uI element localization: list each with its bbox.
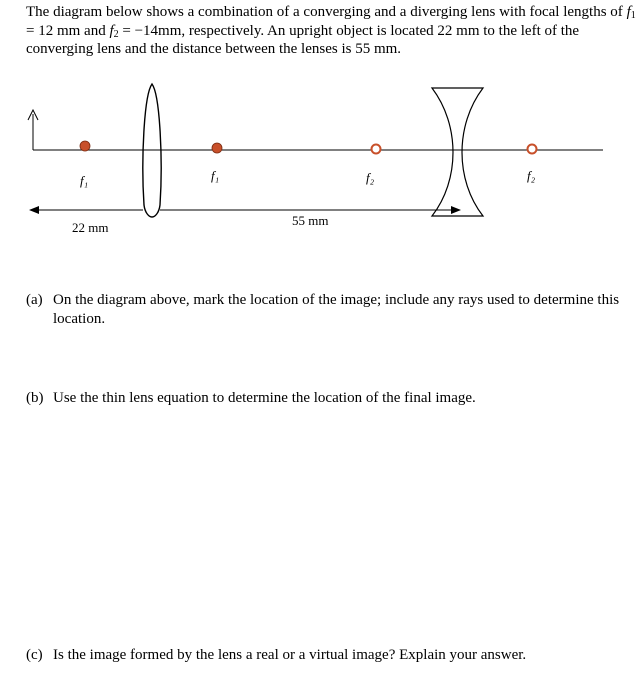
question-b-text: Use the thin lens equation to determine the location of the final image.: [53, 390, 476, 406]
f2-right-label: f₂: [527, 168, 536, 183]
lens-separation-label: 55 mm: [292, 213, 329, 228]
f2-left-label: f₂: [366, 170, 375, 185]
question-a-label: (a): [26, 292, 43, 308]
question-a-text: On the diagram above, mark the location of the image; include any rays used to determine this location.: [53, 292, 620, 327]
question-c-label: (c): [26, 647, 43, 663]
f1-left-focal-point: [80, 141, 90, 151]
f1-right-focal-point: [212, 143, 222, 153]
f2-left-focal-point: [372, 145, 381, 154]
problem-statement: The diagram below shows a combination of a converging and a diverging lens with focal lengths of $f_1 = 12$ mm and $f_2 = -14mm$, respectively. An upright object is located 22 mm to the left of the converging lens and the distance between the lenses is 55 mm.: [26, 4, 636, 57]
f1-left-label: f₁: [80, 173, 89, 188]
question-c-text: Is the image formed by the lens a real or a virtual image? Explain your answer.: [53, 647, 527, 663]
f1-right-label: f₁: [211, 168, 220, 183]
object-distance-label: 22 mm: [72, 220, 109, 235]
lens-diagram[interactable]: [0, 0, 638, 290]
object-arrow: [28, 110, 38, 150]
question-b-label: (b): [26, 390, 44, 406]
f2-right-focal-point: [528, 145, 537, 154]
diverging-lens: [432, 88, 483, 216]
